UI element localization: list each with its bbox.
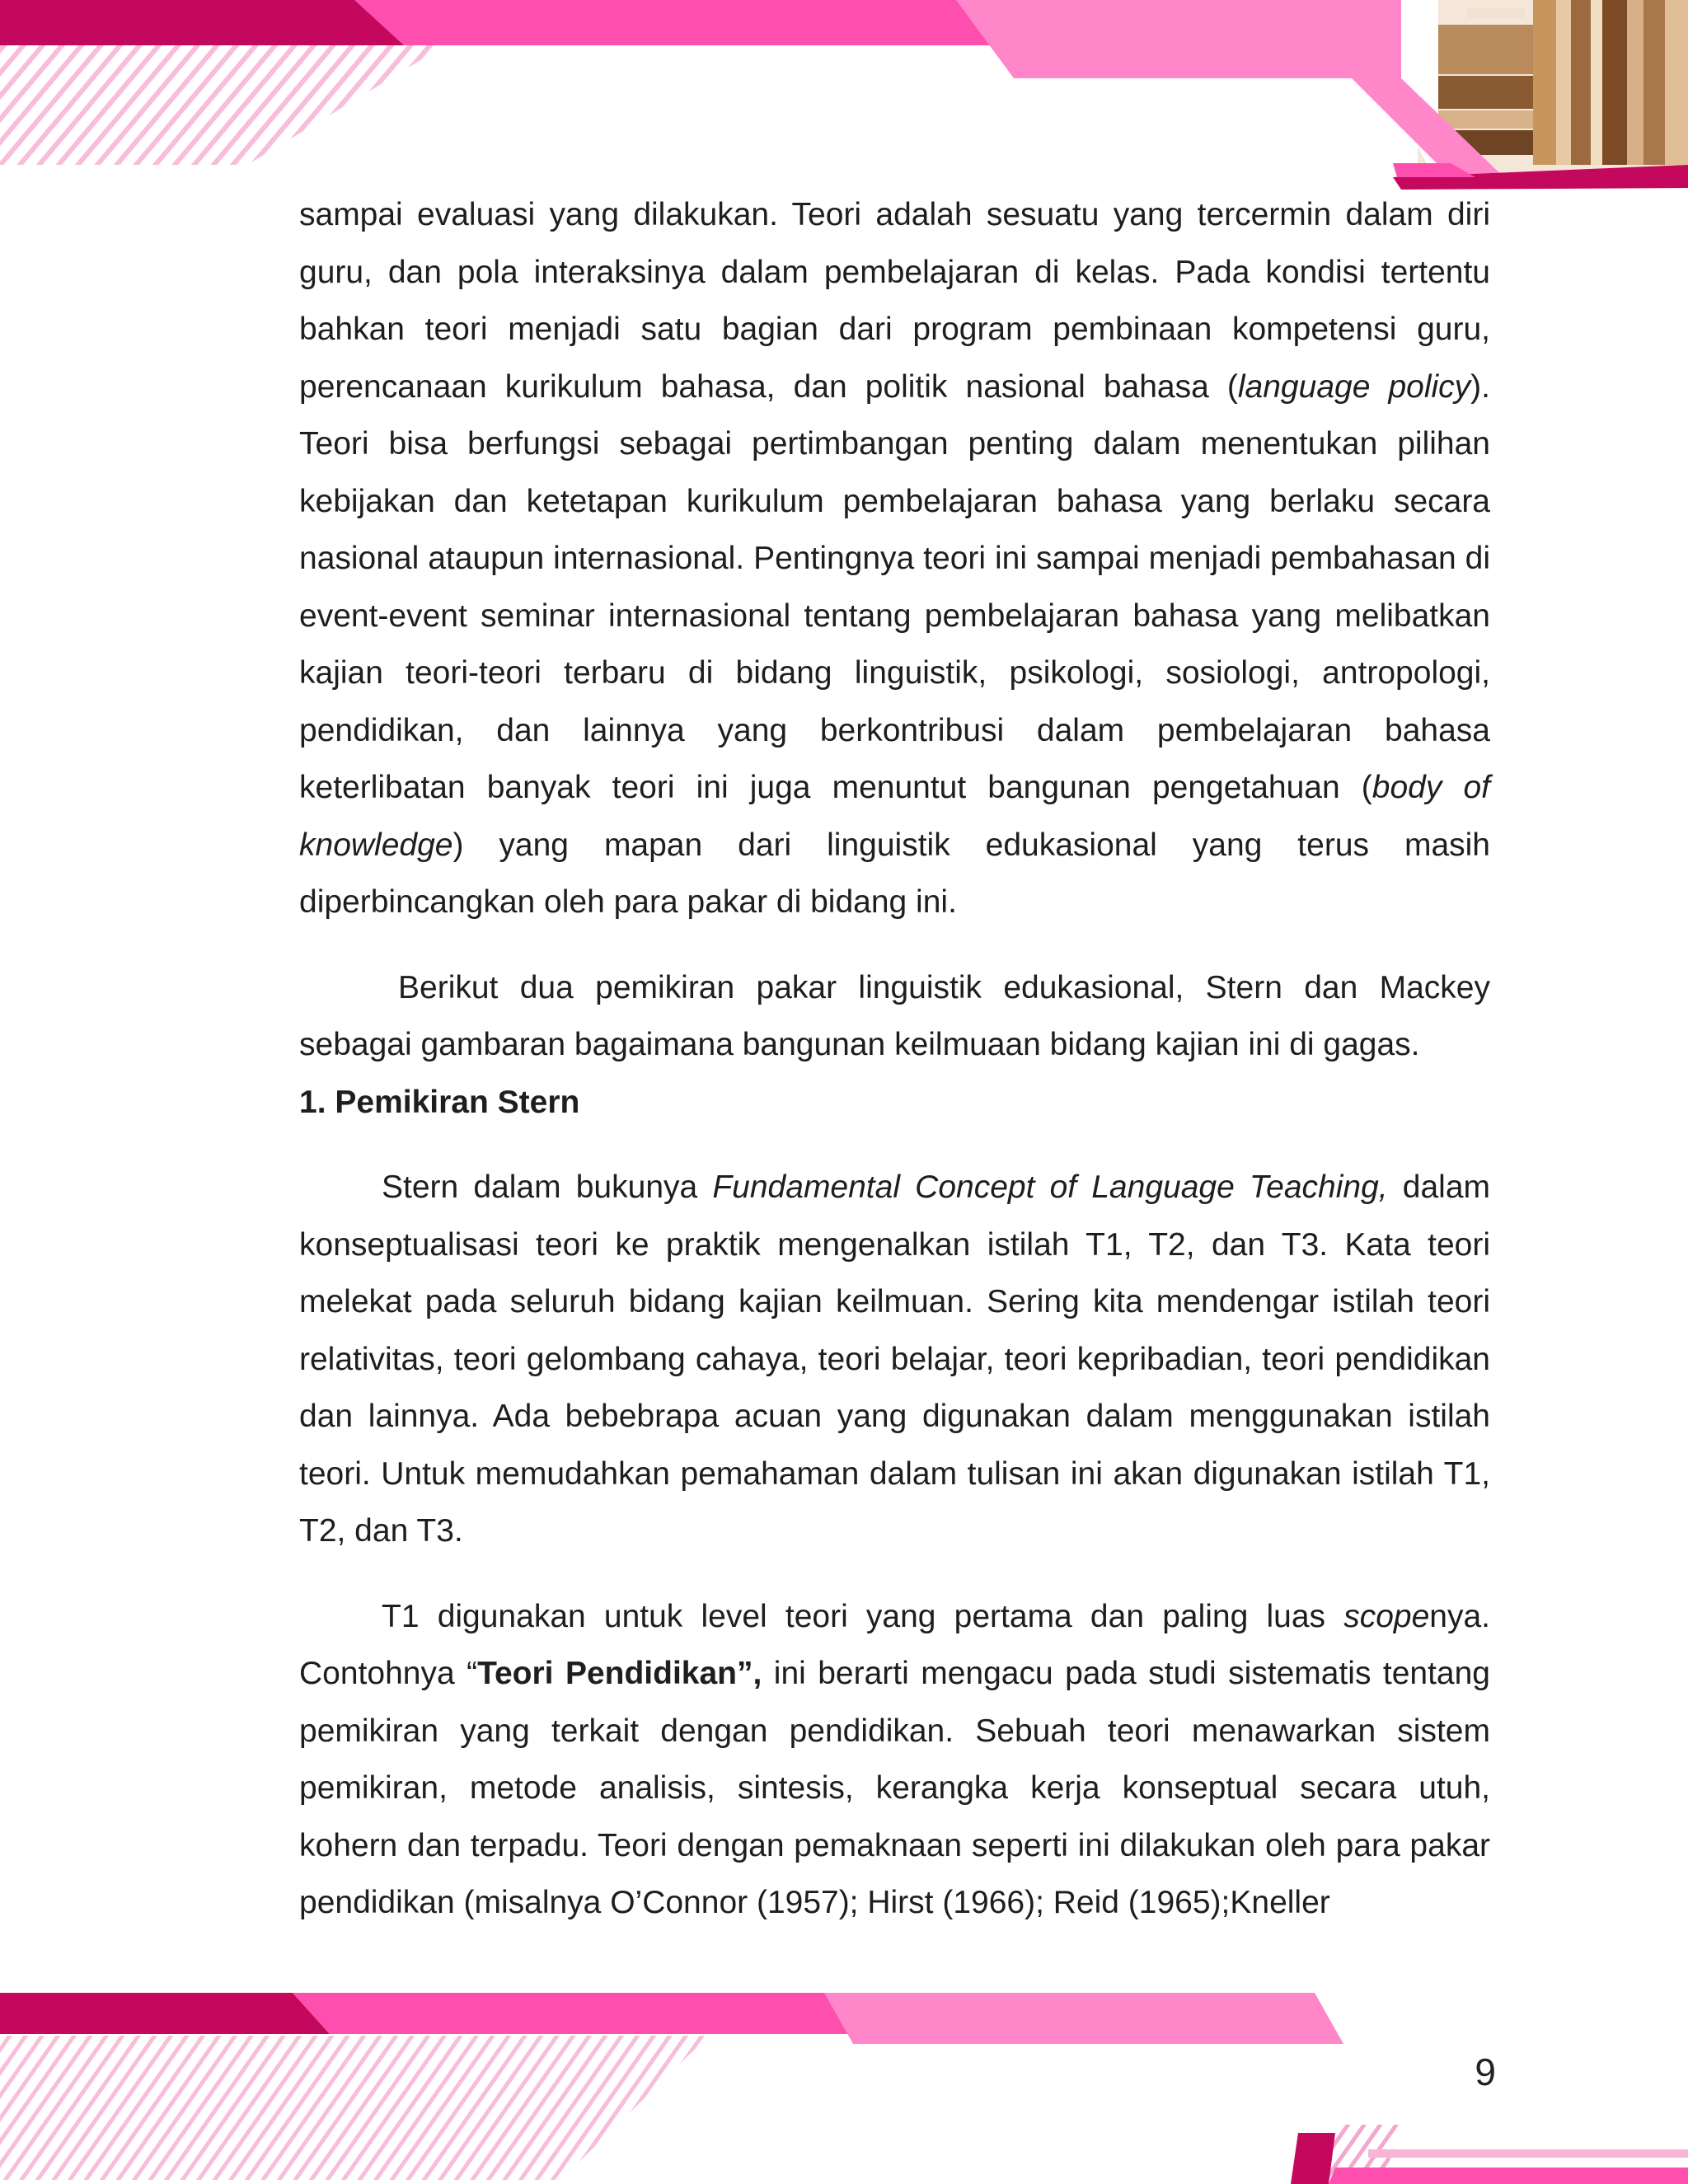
bottom-right-magenta <box>1291 2133 1335 2184</box>
text-run: language policy <box>1237 368 1471 405</box>
bottom-magenta-bar <box>0 1993 330 2034</box>
bottom-banner <box>0 1993 1688 2184</box>
page-number: 9 <box>1475 2050 1496 2093</box>
text-run: Stern dalam bukunya <box>382 1169 713 1205</box>
bottom-pink-bar <box>293 1993 857 2034</box>
bottom-hatch-area <box>0 2036 709 2180</box>
text-run: ini berarti mengacu pada studi sistematis tentang pemikiran yang terkait dengan pendidikan. Sebuah teori menawarkan sistem pemikiran, metode analisis, sintesis, kerangka kerja konseptual secara utuh, kohern dan terpadu. Teori dengan pemaknaan seperti ini dilakukan oleh para pakar pendidikan (misalnya O’Connor (1957); Hirst (1966); Reid (1965);Kneller <box>299 1656 1491 1920</box>
bottom-right-pink <box>1329 2168 1688 2184</box>
section-heading: 1. Pemikiran Stern <box>299 1084 580 1120</box>
text-run: body of knowledge <box>299 770 1490 863</box>
text-run: Fundamental Concept of Language Teaching, <box>712 1169 1388 1205</box>
top-pink-bar <box>354 0 1001 45</box>
paragraph-3 <box>299 1159 1490 1560</box>
text-run: ). Teori bisa berfungsi sebagai pertimbangan penting dalam menentukan pilihan kebijakan dan ketetapan kurikulum pembelajaran bahasa yang berlaku secara nasional ataupun internasional. Pentingnya teori ini sampai menjadi pembahasan di event-event seminar internasional tentang pembelajaran bahasa yang melibatkan kajian teori-teori terbaru di bidang linguistik, psikologi, sosiologi, antropologi, pendidikan, dan lainnya yang berkontribusi dalam pembelajaran bahasa keterlibatan banyak teori ini juga menuntut bangunan pengetahuan ( <box>299 368 1490 805</box>
text-run: ) yang mapan dari linguistik edukasional yang terus masih diperbincangkan oleh para pakar di bidang ini. <box>299 827 1490 920</box>
top-hatch-area <box>0 45 445 165</box>
paragraph-1 <box>299 186 1490 931</box>
text-run: Berikut dua pemikiran pakar linguistik edukasional, Stern dan Mackey sebagai gambaran bagaimana bangunan keilmuaan bidang kajian ini di gagas. <box>299 969 1490 1062</box>
text-run: dalam konseptualisasi teori ke praktik mengenalkan istilah T1, T2, dan T3. Kata teori melekat pada seluruh bidang kajian keilmuan. Sering kita mendengar istilah teori relativitas, teori gelombang cahaya, teori belajar, teori kepribadian, teori pendidikan dan lainnya. Ada bebebrapa acuan yang digunakan dalam menggunakan istilah teori. Untuk memudahkan pemahaman dalam tulisan ini akan digunakan istilah T1, T2, dan T3. <box>299 1169 1491 1549</box>
paragraph-2 <box>299 959 1490 1074</box>
body-text <box>299 186 1490 1932</box>
text-run: scope <box>1343 1598 1430 1634</box>
text-run: T1 digunakan untuk level teori yang pertama dan paling luas <box>382 1598 1344 1634</box>
paragraph-4 <box>299 1588 1490 1932</box>
text-run: nya. Contohnya “ <box>299 1598 1490 1691</box>
top-banner <box>0 0 1496 165</box>
bottom-light-pink-bar <box>824 1993 1343 2044</box>
text-run: sampai evaluasi yang dilakukan. Teori adalah sesuatu yang tercermin dalam diri guru, dan pola interaksinya dalam pembelajaran di kelas. Pada kondisi tertentu bahkan teori menjadi satu bagian dari program pembinaan kompetensi guru, perencanaan kurikulum bahasa, dan politik nasional bahasa ( <box>299 197 1490 405</box>
text-run: Teori Pendidikan”, <box>477 1656 762 1691</box>
